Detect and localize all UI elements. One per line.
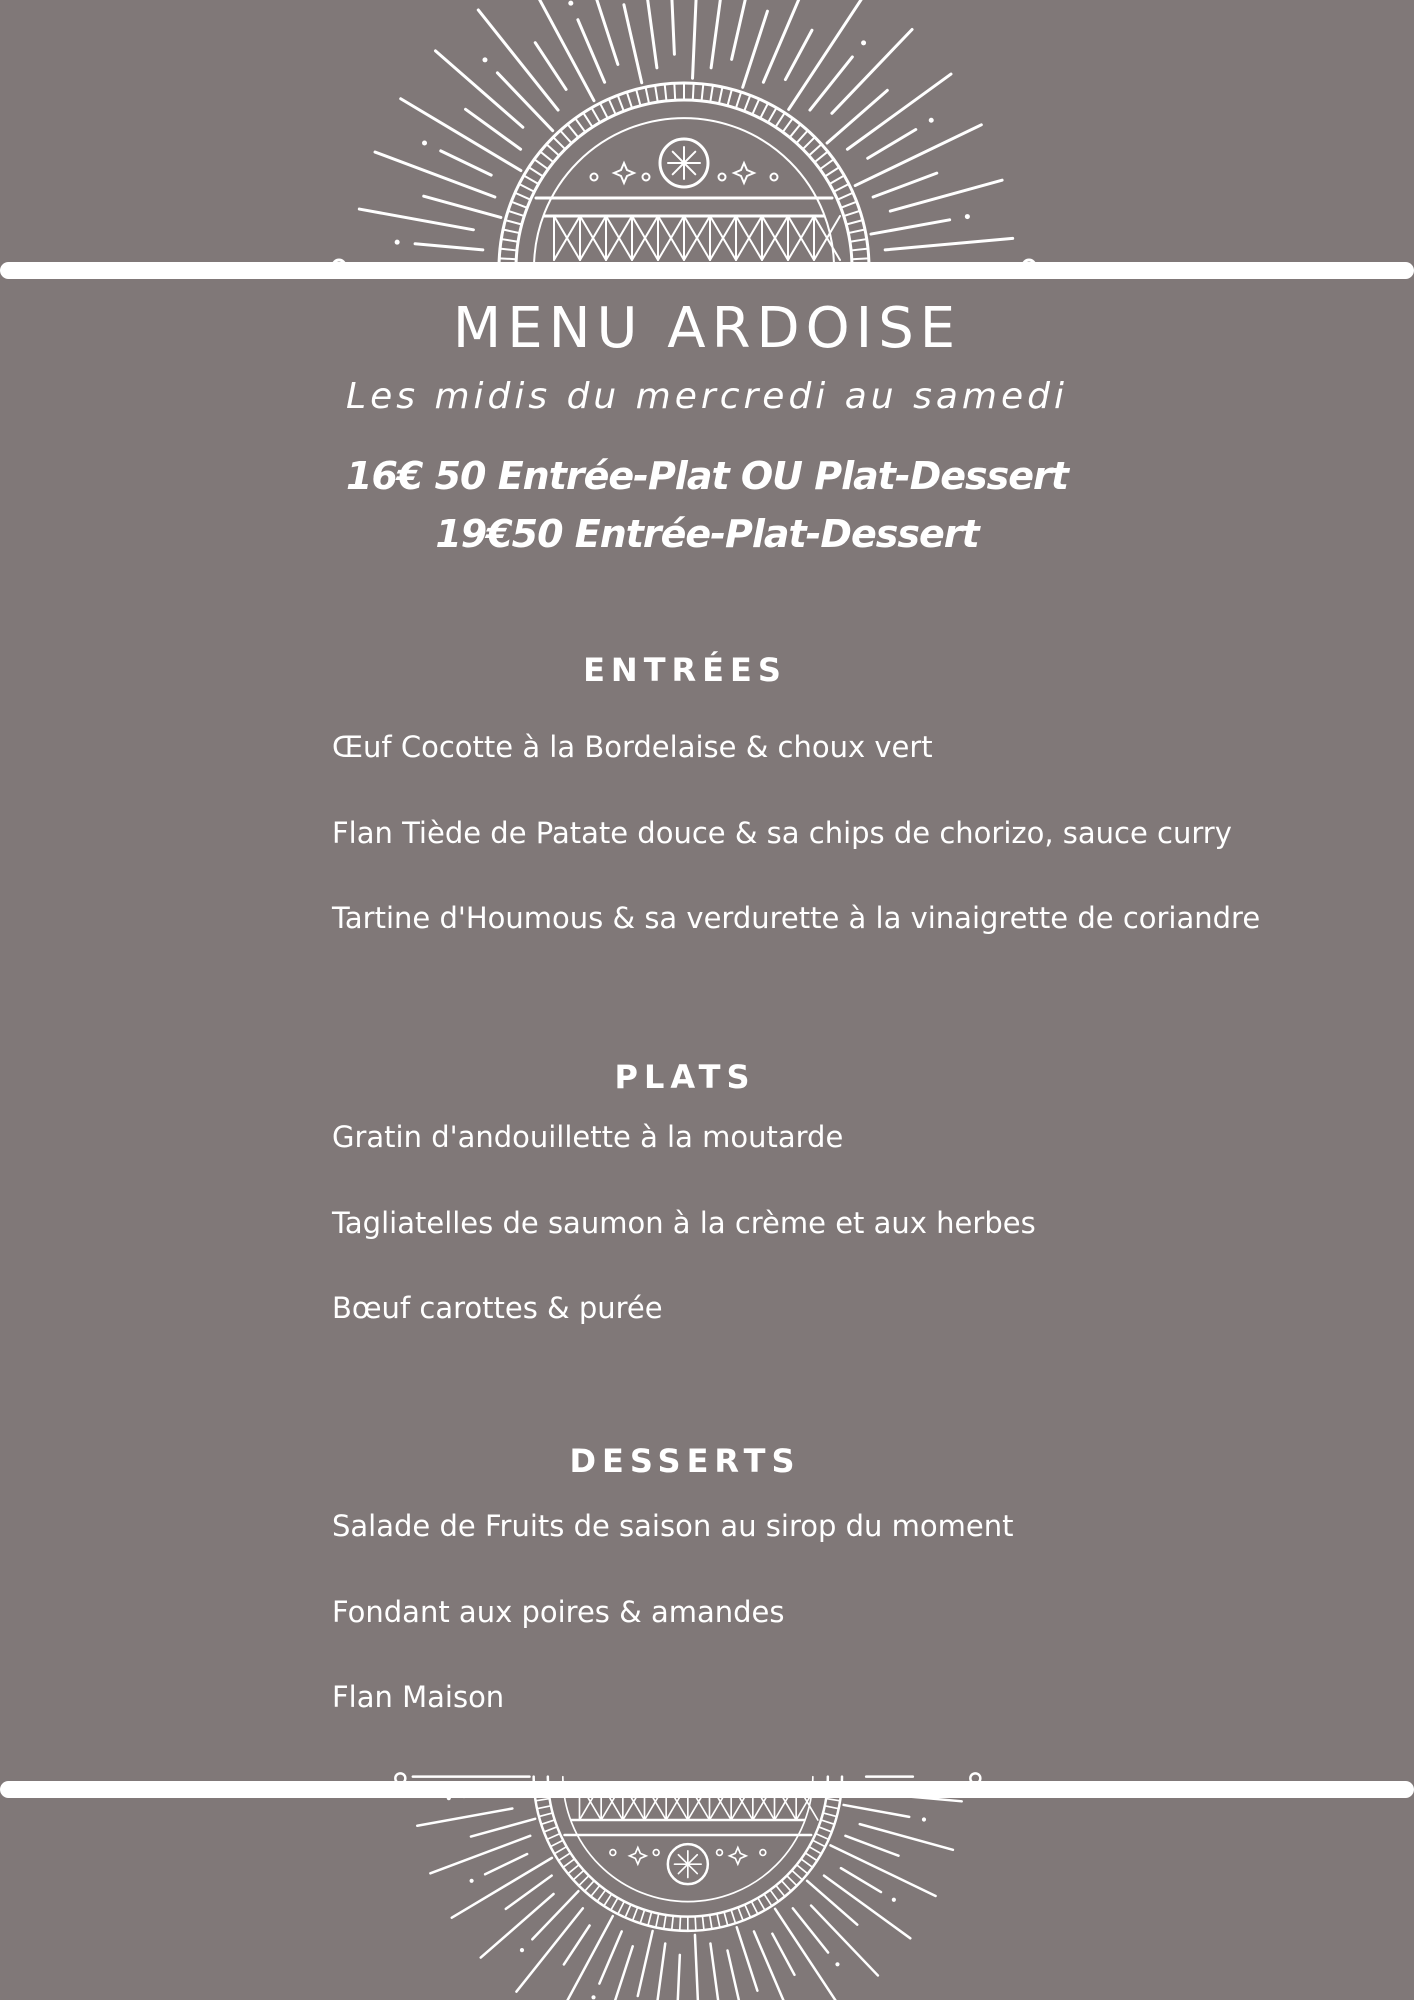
section-heading-entrees: ENTRÉES [583,651,787,689]
menu-subtitle: Les midis du mercredi au samedi [346,376,1068,417]
section-heading-desserts: DESSERTS [569,1442,801,1480]
price-line-2: 19€50 Entrée-Plat-Dessert [435,512,979,556]
dish-dessert-2: Fondant aux poires & amandes [332,1595,785,1629]
bottom-sunburst-ornament-icon [0,1750,1414,2000]
top-divider-band [0,262,1414,279]
dish-plat-1: Gratin d'andouillette à la moutarde [332,1120,844,1154]
dish-entree-2: Flan Tiède de Patate douce & sa chips de chorizo, sauce curry [332,816,1232,850]
dish-plat-3: Bœuf carottes & purée [332,1291,663,1325]
dish-entree-3: Tartine d'Houmous & sa verdurette à la vinaigrette de coriandre [332,901,1261,935]
dish-plat-2: Tagliatelles de saumon à la crème et aux herbes [332,1206,1036,1240]
price-line-1: 16€ 50 Entrée-Plat OU Plat-Dessert [346,454,1068,498]
menu-title: MENU ARDOISE [452,296,962,361]
section-heading-plats: PLATS [614,1058,756,1096]
dish-entree-1: Œuf Cocotte à la Bordelaise & choux vert [332,730,933,764]
top-sunburst-ornament-icon [0,0,1414,300]
dish-dessert-3: Flan Maison [332,1680,505,1714]
dish-dessert-1: Salade de Fruits de saison au sirop du moment [332,1509,1014,1543]
